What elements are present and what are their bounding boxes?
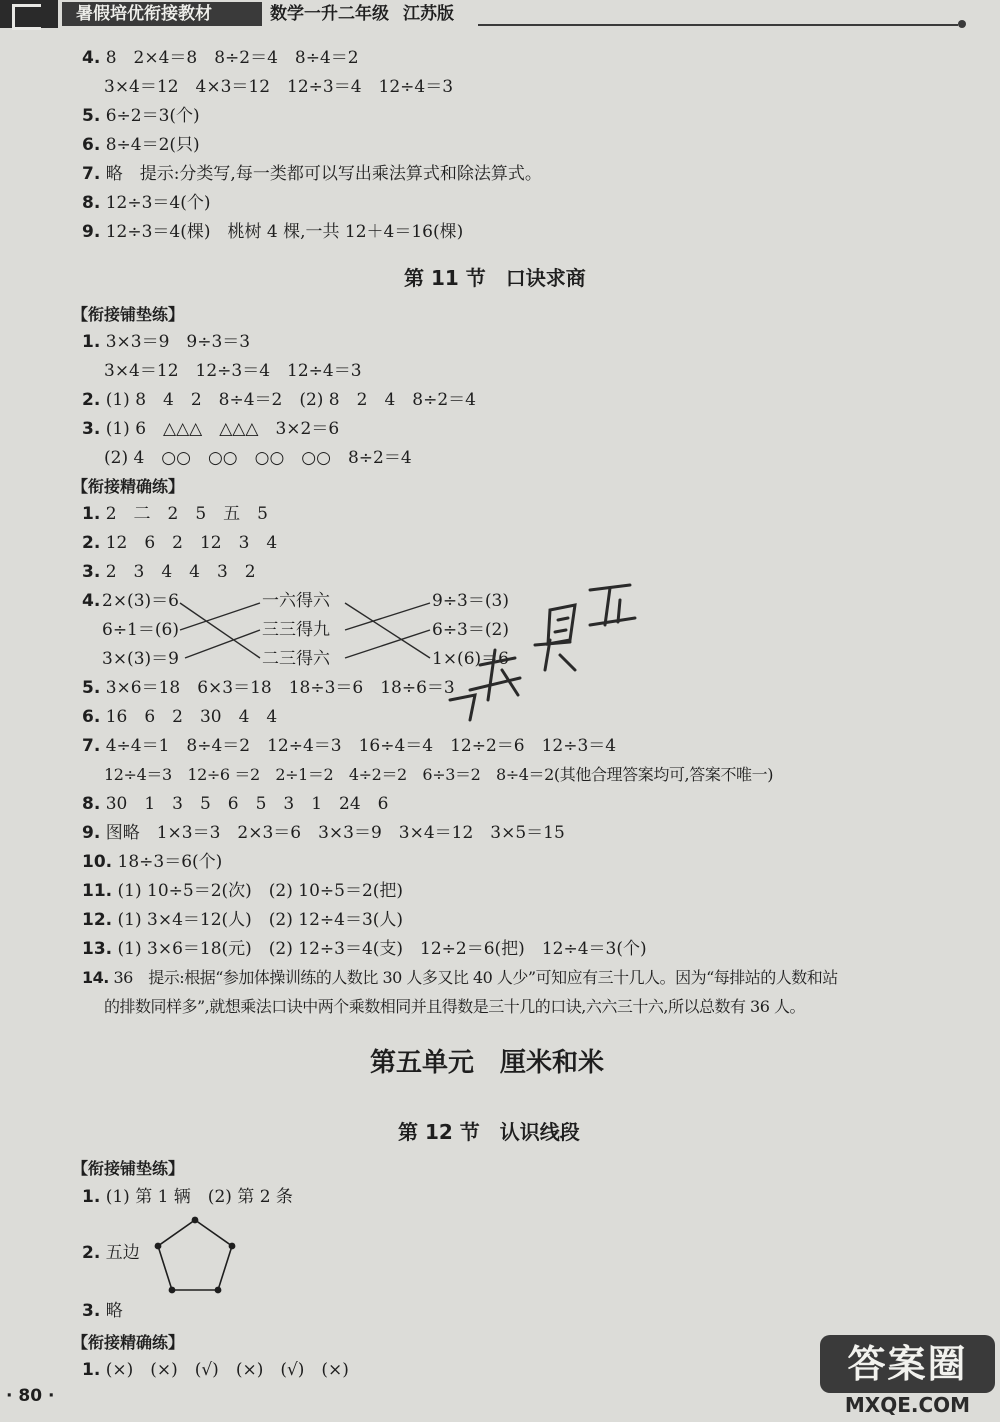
section-12-title: 第 12 节 认识线段 bbox=[398, 1120, 580, 1144]
section-tag-exact: 【衔接精确练】 bbox=[72, 1333, 185, 1352]
page-number: · 80 · bbox=[6, 1386, 55, 1406]
watermark-main: 答案圈 bbox=[820, 1335, 995, 1393]
section-tag-exact: 【衔接精确练】 bbox=[72, 477, 185, 496]
answer-line: 12÷4＝3 12÷6 ＝2 2÷1＝2 4÷2＝2 6÷3＝2 8÷4＝2(其他合理答案均可,答案不唯一) bbox=[104, 765, 774, 784]
answer-line: 3. 2 3 4 4 3 2 bbox=[82, 562, 256, 582]
handwriting-scribble bbox=[440, 570, 660, 730]
answer-line: 1. (1) 第 1 辆 (2) 第 2 条 bbox=[82, 1187, 293, 1207]
answer-line: 3×4＝12 4×3＝12 12÷3＝4 12÷4＝3 bbox=[104, 77, 454, 97]
section-11-title: 第 11 节 口诀求商 bbox=[404, 266, 586, 290]
answer-line: 3. (1) 6 △△△ △△△ 3×2＝6 bbox=[82, 419, 340, 439]
pentagon-figure bbox=[150, 1212, 240, 1302]
match-line bbox=[180, 603, 260, 658]
answer-line: 2. 五边 bbox=[82, 1243, 140, 1263]
match-right-2: 6÷3＝(2) bbox=[432, 620, 509, 640]
answer-line: 6. 8÷4＝2(只) bbox=[82, 135, 200, 155]
answer-line: 3. 略 bbox=[82, 1301, 123, 1321]
answer-line: 的排数同样多”,就想乘法口诀中两个乘数相同并且得数是三十几的口诀,六六三十六,所以总数有 36 人。 bbox=[104, 997, 805, 1016]
match-mid-1: 一六得六 bbox=[262, 591, 330, 611]
answer-line: 14. 36 提示:根据“参加体操训练的人数比 30 人多又比 40 人少”可知应有三十几人。因为“每排站的人数和站 bbox=[82, 968, 838, 987]
unit-5-title: 第五单元 厘米和米 bbox=[370, 1048, 605, 1078]
answer-line: 6. 16 6 2 30 4 4 bbox=[82, 707, 278, 727]
match-line bbox=[185, 630, 260, 658]
match-line bbox=[345, 603, 430, 630]
answer-line: 2. 12 6 2 12 3 4 bbox=[82, 533, 278, 553]
match-right-1: 9÷3＝(3) bbox=[432, 591, 509, 611]
header-subject: 数学一升二年级 bbox=[270, 4, 389, 24]
answer-line: 5. 6÷2＝3(个) bbox=[82, 106, 200, 126]
answer-line: 7. 4÷4＝1 8÷4＝2 12÷4＝3 16÷4＝4 12÷2＝6 12÷3＝4 bbox=[82, 736, 617, 756]
answer-line: 4. 8 2×4＝8 8÷2＝4 8÷4＝2 bbox=[82, 48, 359, 68]
answer-line: 1. 2 二 2 5 五 5 bbox=[82, 504, 268, 524]
section-tag-prep: 【衔接铺垫练】 bbox=[72, 1159, 185, 1178]
answer-line: 9. 图略 1×3＝3 2×3＝6 3×3＝9 3×4＝12 3×5＝15 bbox=[82, 823, 565, 843]
answer-line: 1. (×) (×) (√) (×) (√) (×) bbox=[82, 1360, 349, 1380]
header-edition: 江苏版 bbox=[403, 4, 454, 24]
header-series-title: 暑假培优衔接教材 bbox=[62, 2, 262, 26]
watermark-url: MXQE.COM bbox=[844, 1393, 971, 1417]
answer-line: 8. 30 1 3 5 6 5 3 1 24 6 bbox=[82, 794, 389, 814]
match-mid-3: 二三得六 bbox=[262, 649, 330, 669]
answer-line: 11. (1) 10÷5＝2(次) (2) 10÷5＝2(把) bbox=[82, 881, 404, 901]
match-number: 4. bbox=[82, 591, 101, 611]
answer-line: 7. 略 提示:分类写,每一类都可以写出乘法算式和除法算式。 bbox=[82, 164, 542, 184]
answer-line: 9. 12÷3＝4(棵) 桃树 4 棵,一共 12＋4＝16(棵) bbox=[82, 222, 464, 242]
match-left-2: 6÷1＝(6) bbox=[102, 620, 179, 640]
match-line bbox=[345, 603, 430, 658]
answer-line: 13. (1) 3×6＝18(元) (2) 12÷3＝4(支) 12÷2＝6(把) 12÷4＝3(个) bbox=[82, 939, 647, 959]
answer-line: 3×4＝12 12÷3＝4 12÷4＝3 bbox=[104, 361, 362, 381]
watermark-logo bbox=[820, 1335, 995, 1417]
match-line bbox=[180, 603, 260, 630]
match-left-1: 2×(3)＝6 bbox=[102, 591, 179, 611]
match-mid-2: 三三得九 bbox=[262, 620, 330, 640]
match-right-3: 1×(6)＝6 bbox=[432, 649, 509, 669]
answer-line: 10. 18÷3＝6(个) bbox=[82, 852, 223, 872]
answer-line: 5. 3×6＝18 6×3＝18 18÷3＝6 18÷6＝3 bbox=[82, 678, 455, 698]
answer-line: 1. 3×3＝9 9÷3＝3 bbox=[82, 332, 251, 352]
section-tag-prep: 【衔接铺垫练】 bbox=[72, 305, 185, 324]
answer-line: 8. 12÷3＝4(个) bbox=[82, 193, 211, 213]
answer-line: 2. (1) 8 4 2 8÷4＝2 (2) 8 2 4 8÷2＝4 bbox=[82, 390, 476, 410]
answer-line: 12. (1) 3×4＝12(人) (2) 12÷4＝3(人) bbox=[82, 910, 404, 930]
match-line bbox=[345, 630, 430, 658]
match-left-3: 3×(3)＝9 bbox=[102, 649, 179, 669]
answer-line: (2) 4 ○○ ○○ ○○ ○○ 8÷2＝4 bbox=[104, 448, 412, 468]
